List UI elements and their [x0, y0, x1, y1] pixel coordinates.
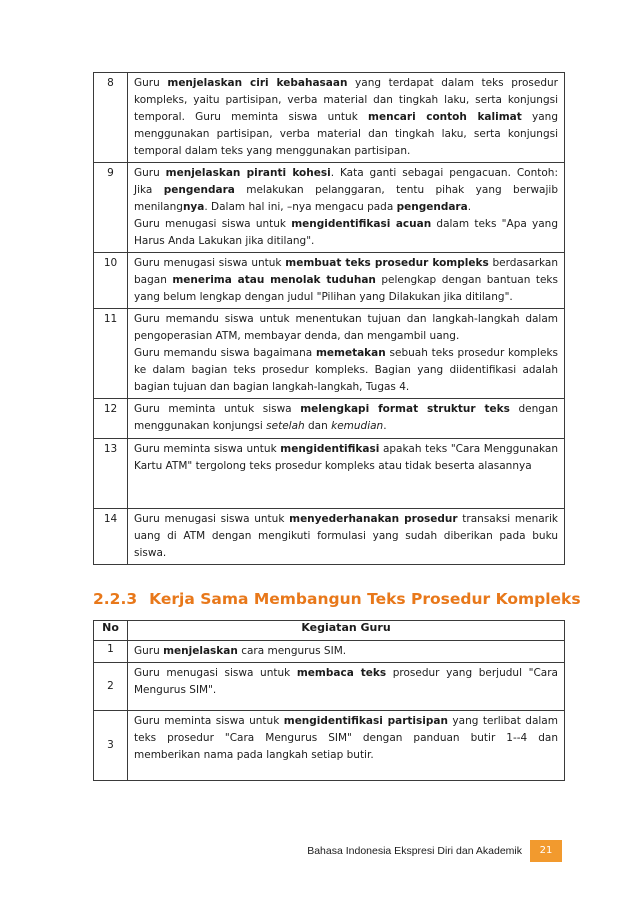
row-activity-text	[128, 509, 565, 565]
kerja-sama-table-body	[94, 641, 565, 781]
row-activity-text	[128, 399, 565, 439]
text-fragment: Guru meminta siswa untuk	[134, 715, 284, 727]
text-fragment: Guru menugasi siswa untuk	[134, 667, 297, 679]
bold-keyword: mengidentifikasi acuan	[291, 218, 432, 230]
section-number: 2.2.3	[93, 590, 138, 608]
activity-table-body	[94, 73, 565, 565]
text-fragment: dalam teks "Apa yang Harus Anda Lakukan jika ditilang".	[134, 218, 558, 247]
table-header-row	[94, 621, 565, 641]
text-fragment: cara mengurus SIM.	[237, 645, 347, 657]
text-fragment: transaksi menarik uang di ATM dengan mengikuti formulasi yang sudah diberikan pada buku siswa.	[134, 513, 558, 559]
text-fragment: .	[383, 420, 387, 432]
text-fragment: yang terlibat dalam teks prosedur "Cara Mengurus SIM" dengan panduan butir 1--4 dan memberikan nama pada langkah setiap butir.	[134, 715, 558, 761]
row-activity-text	[128, 73, 565, 163]
text-fragment: dan	[304, 420, 332, 432]
text-fragment: Guru meminta siswa untuk	[134, 443, 281, 455]
section-heading	[93, 590, 581, 608]
footer-book-title: Bahasa Indonesia Ekspresi Diri dan Akademik	[307, 845, 522, 857]
text-fragment: . Kata ganti sebagai pengacuan. Contoh: Jika	[134, 167, 558, 196]
row-activity-text	[128, 641, 565, 663]
text-fragment: Guru menugasi siswa untuk	[134, 218, 292, 230]
text-fragment: Guru memandu siswa untuk menentukan tujuan dan langkah-langkah dalam pengoperasian ATM, membayar denda, dan mengambil uang.	[134, 313, 558, 342]
table-row	[94, 73, 565, 163]
table-row	[94, 439, 565, 509]
bold-keyword: nya	[182, 201, 205, 213]
row-activity-text	[128, 309, 565, 399]
text-fragment: Guru memandu siswa bagaimana	[134, 347, 316, 359]
bold-keyword: melengkapi format struktur teks	[300, 403, 510, 415]
text-fragment: . Dalam hal ini, –nya mengacu pada	[204, 201, 397, 213]
table-row	[94, 711, 565, 781]
page-number: 21	[530, 840, 562, 862]
bold-keyword: pengendara	[163, 184, 235, 196]
row-number: 2	[94, 663, 128, 711]
row-number: 3	[94, 711, 128, 781]
bold-keyword: menjelaskan ciri kebahasaan	[167, 77, 348, 89]
text-fragment: Guru menugasi siswa untuk	[134, 513, 290, 525]
italic-term: setelah	[266, 420, 305, 432]
table-row	[94, 253, 565, 309]
row-number: 9	[94, 163, 128, 253]
text-fragment: berdasarkan bagan	[134, 257, 559, 286]
header-no: No	[94, 621, 128, 641]
row-number: 14	[94, 509, 128, 565]
text-fragment: Guru	[134, 77, 168, 89]
row-activity-text	[128, 663, 565, 711]
table-row	[94, 641, 565, 663]
text-fragment: yang menggunakan partisipan, verba material dan tingkah laku, serta konjungsi temporal dalam teks yang menggunakan partisipan.	[134, 111, 558, 157]
bold-keyword: mengidentifikasi	[280, 443, 380, 455]
text-fragment: pelengkap dengan bantuan teks yang belum lengkap dengan judul "Pilihan yang Dilakukan jika ditilang".	[134, 274, 558, 303]
bold-keyword: menyederhanakan prosedur	[289, 513, 458, 525]
row-activity-text	[128, 163, 565, 253]
row-number: 1	[94, 641, 128, 663]
table-row	[94, 163, 565, 253]
row-number: 12	[94, 399, 128, 439]
bold-keyword: memetakan	[315, 347, 386, 359]
text-fragment: Guru	[134, 167, 166, 179]
text-fragment: Guru meminta untuk siswa	[134, 403, 301, 415]
table-row	[94, 399, 565, 439]
row-activity-text	[128, 253, 565, 309]
row-number: 8	[94, 73, 128, 163]
row-number: 13	[94, 439, 128, 509]
text-fragment: yang terdapat dalam teks prosedur kompleks, yaitu partisipan, verba material dan tingkah laku, serta konjungsi temporal. Guru meminta siswa untuk	[134, 77, 558, 123]
row-number: 10	[94, 253, 128, 309]
bold-keyword: mengidentifikasi partisipan	[283, 715, 448, 727]
row-activity-text	[128, 711, 565, 781]
text-fragment: apakah teks "Cara Menggunakan Kartu ATM" tergolong teks prosedur kompleks atau tidak beserta alasannya	[134, 443, 558, 472]
section-title: Kerja Sama Membangun Teks Prosedur Kompleks	[149, 590, 581, 608]
table-row	[94, 509, 565, 565]
table-row	[94, 309, 565, 399]
text-fragment: prosedur yang berjudul "Cara Mengurus SIM".	[134, 667, 558, 696]
text-fragment: .	[467, 201, 472, 213]
text-fragment: Guru	[134, 645, 164, 657]
bold-keyword: menjelaskan	[163, 645, 238, 657]
italic-term: kemudian	[331, 420, 384, 432]
text-fragment: sebuah teks prosedur kompleks ke dalam bagian teks prosedur kompleks. Bagian yang diidentifikasi adalah bagian tujuan dan bagian langkah-langkah, Tugas 4.	[134, 347, 559, 393]
text-fragment: dengan menggunakan konjungsi	[134, 403, 559, 432]
bold-keyword: membuat teks prosedur kompleks	[285, 257, 489, 269]
kerja-sama-table	[93, 620, 565, 781]
header-kegiatan-guru: Kegiatan Guru	[128, 621, 565, 641]
text-fragment: Guru menugasi siswa untuk	[134, 257, 286, 269]
bold-keyword: menjelaskan piranti kohesi	[165, 167, 331, 179]
bold-keyword: pengendara	[396, 201, 468, 213]
text-fragment: melakukan pelanggaran, tentu pihak yang berwajib menilang	[134, 184, 558, 213]
table-row	[94, 663, 565, 711]
bold-keyword: mencari contoh kalimat	[368, 111, 522, 123]
bold-keyword: menerima atau menolak tuduhan	[172, 274, 376, 286]
row-number: 11	[94, 309, 128, 399]
bold-keyword: membaca teks	[296, 667, 387, 679]
row-activity-text	[128, 439, 565, 509]
activity-table-continued	[93, 72, 565, 565]
